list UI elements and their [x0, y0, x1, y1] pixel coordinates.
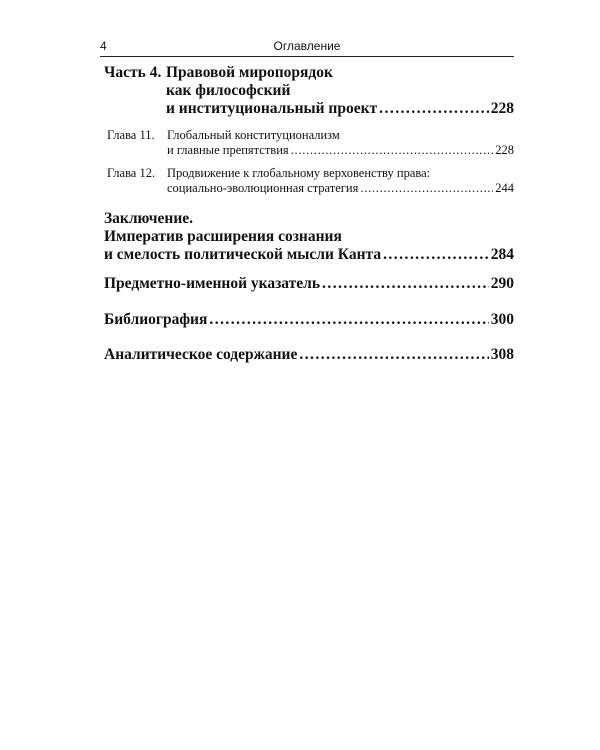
- dot-leader: [291, 143, 494, 158]
- toc-page-number: 300: [490, 311, 514, 328]
- toc-part-title-line-3: и институциональный проект: [166, 100, 378, 117]
- toc-chapter-label: Глава 12.: [107, 166, 156, 180]
- toc-entry-analytical-contents[interactable]: [104, 346, 514, 366]
- dot-leader: [383, 246, 489, 264]
- toc-entry-chapter-12[interactable]: [107, 166, 514, 198]
- toc-page-number: 228: [490, 100, 514, 117]
- toc-page-number: 244: [495, 181, 514, 195]
- toc-bibliography-title: Библиография: [104, 311, 208, 328]
- page-number: 4: [100, 39, 107, 53]
- toc-index-title: Предметно-именной указатель: [104, 275, 321, 292]
- toc-page-number: 228: [495, 143, 514, 157]
- toc-part-title-line-2: как философский: [166, 82, 291, 99]
- toc-part-label: Часть 4.: [104, 64, 162, 81]
- toc-analytical-title: Аналитическое содержание: [104, 346, 298, 363]
- toc-entry-chapter-11[interactable]: [107, 128, 514, 160]
- toc-entry-bibliography[interactable]: [104, 311, 514, 331]
- dot-leader: [299, 346, 488, 364]
- dot-leader: [209, 311, 488, 329]
- toc-chapter-title-line-2: социально-эволюционная стратегия: [167, 181, 359, 195]
- toc-conclusion-line-1: Заключение.: [104, 210, 194, 227]
- toc-entry-conclusion[interactable]: [104, 210, 514, 266]
- toc-page-number: 308: [490, 346, 514, 363]
- toc-conclusion-line-3: и смелость политической мысли Канта: [104, 246, 382, 263]
- dot-leader: [360, 181, 493, 196]
- toc-conclusion-line-2: Императив расширения сознания: [104, 228, 342, 245]
- toc-entry-index[interactable]: [104, 275, 514, 295]
- toc-page-number: 290: [490, 275, 514, 292]
- toc-page-number: 284: [490, 246, 514, 263]
- toc-entry-part-4[interactable]: [104, 64, 514, 120]
- dot-leader: [322, 275, 489, 293]
- toc-chapter-title-line-1: Глобальный конституционализм: [167, 128, 340, 142]
- toc-part-title-line-1: Правовой миропорядок: [166, 64, 333, 81]
- dot-leader: [379, 100, 489, 118]
- toc-chapter-title-line-2: и главные препятствия: [167, 143, 289, 157]
- toc-chapter-label: Глава 11.: [107, 128, 155, 142]
- running-title: Оглавление: [273, 39, 341, 53]
- toc-chapter-title-line-1: Продвижение к глобальному верховенству права:: [167, 166, 431, 180]
- running-header: [100, 38, 514, 57]
